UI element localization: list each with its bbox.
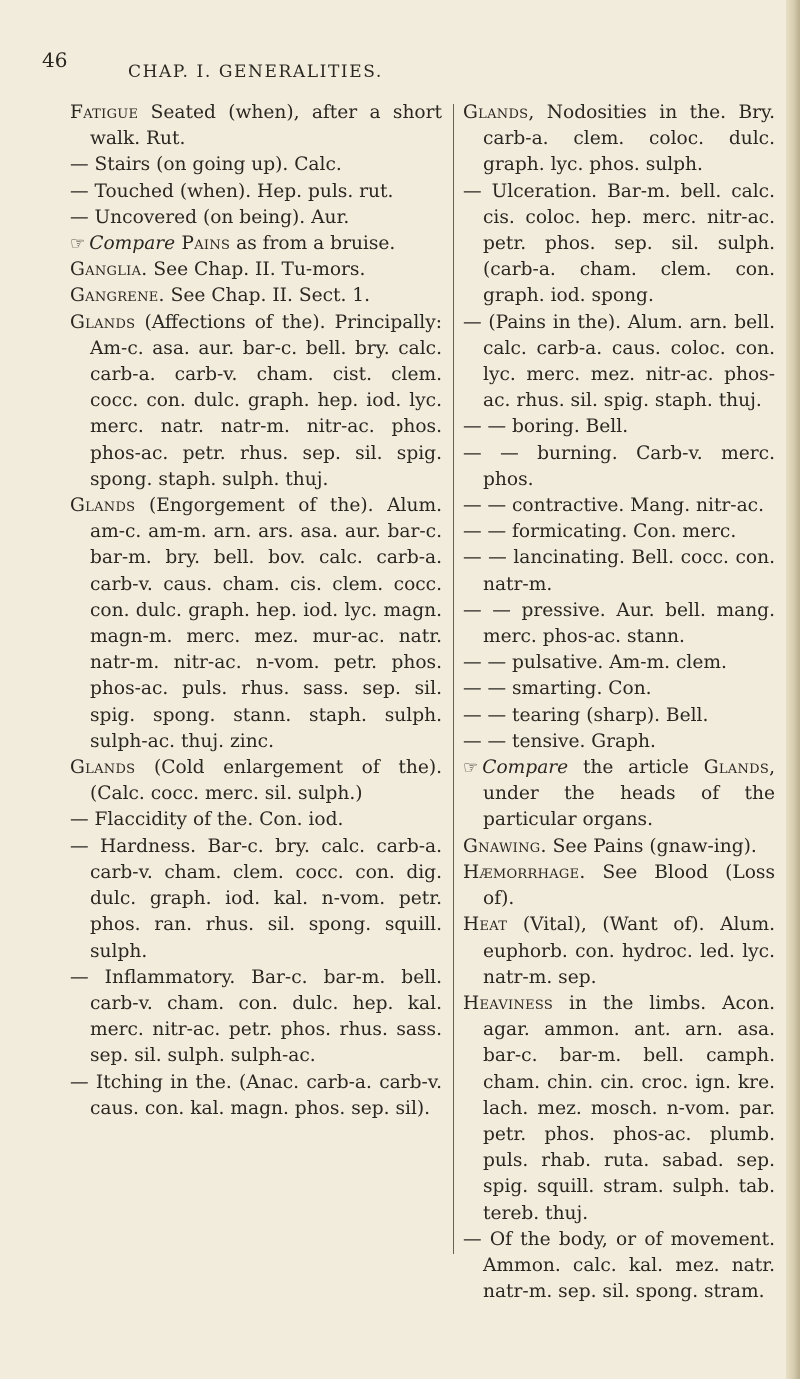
index-entry (70, 493, 442, 755)
pointing-hand-icon: ☞ (70, 234, 86, 255)
index-entry (463, 441, 775, 493)
index-entry (463, 310, 775, 415)
entry-text: — Hardness. Bar-c. bry. calc. carb-a. carb-v. cham. clem. cocc. con. dig. dulc. graph. iod. kal. n-vom. petr. phos. ran. rhus. sil. spong. squill. sulph. (70, 835, 442, 962)
entry-text: — (Pains in the). Alum. arn. bell. calc. carb-a. caus. coloc. con. lyc. merc. mez. nitr-ac. phos-ac. rhus. sil. spig. staph. thuj. (463, 311, 775, 412)
index-entry (463, 1227, 775, 1306)
index-entry (70, 205, 442, 231)
index-entry (463, 519, 775, 545)
index-entry (463, 598, 775, 650)
entry-text: — Flaccidity of the. Con. iod. (70, 809, 344, 831)
entry-text: — Of the body, or of movement. Ammon. calc. kal. mez. natr. natr-m. sep. sil. spong. stram. (463, 1228, 775, 1303)
index-entry (70, 100, 442, 152)
entry-term: Gnawing. (463, 835, 547, 857)
index-entry (463, 493, 775, 519)
entry-term: Pains (175, 233, 231, 255)
index-entry (70, 1070, 442, 1122)
entry-text: — Inflammatory. Bar-c. bar-m. bell. carb-v. cham. con. dulc. hep. kal. merc. nitr-ac. petr. phos. rhus. sass. sep. sil. sulph. sulph-ac. (70, 966, 442, 1067)
entry-text: See Blood (Loss of). (483, 861, 775, 910)
entry-text: See Pains (gnaw-ing). (546, 835, 757, 857)
column-divider (453, 104, 454, 1254)
running-head: CHAP. I. GENERALITIES. (128, 62, 383, 82)
index-entry (463, 676, 775, 702)
index-entry (463, 703, 775, 729)
left-column (70, 100, 442, 1122)
entry-text: Seated (when), after a short walk. Rut. (90, 102, 442, 150)
index-entry (70, 257, 442, 283)
entry-term: Glands (70, 311, 136, 333)
index-entry (463, 755, 775, 834)
entry-text: (Affections of the). Principally: Am-c. asa. aur. bar-c. bell. bry. calc. carb-a. carb-v. cham. cist. clem. cocc. con. dulc. graph. hep. iod. lyc. merc. natr. natr-m. nitr-ac. phos. phos-ac. petr. rhus. sep. sil. spig. spong. staph. sulph. thuj. (90, 311, 442, 490)
entry-term: Glands (70, 757, 136, 779)
entry-text: , under the heads of the particular organs. (483, 757, 775, 831)
entry-text: See Chap. II. Sect. 1. (164, 285, 371, 307)
entry-text: See Chap. II. Tu-mors. (147, 259, 366, 281)
entry-text: (Vital), (Want of). Alum. euphorb. con. hydroc. led. lyc. natr-m. sep. (483, 914, 775, 988)
entry-text: — — pulsative. Am-m. clem. (463, 652, 727, 674)
index-entry (463, 414, 775, 440)
entry-term: Glands (463, 102, 529, 123)
entry-text: (Engorgement of the). Alum. am-c. am-m. arn. ars. asa. aur. bar-c. bar-m. bry. bell. bov. calc. carb-a. carb-v. caus. cham. cis. clem. cocc. con. dulc. graph. hep. iod. lyc. magn. magn-m. merc. mez. mur-ac. natr. natr-m. nitr-ac. n-vom. petr. phos. phos-ac. puls. rhus. sass. sep. sil. spig. spong. stann. staph. sulph. sulph-ac. thuj. zinc. (90, 495, 442, 752)
index-entry (463, 912, 775, 991)
index-entry (70, 283, 442, 309)
entry-text: (Cold enlargement of the). (Calc. cocc. merc. sil. sulph.) (90, 757, 442, 805)
page-number: 46 (42, 48, 68, 72)
entry-text: — — pressive. Aur. bell. mang. merc. phos-ac. stann. (463, 599, 775, 648)
entry-text: the article (568, 757, 704, 779)
compare-label: Compare (482, 757, 569, 779)
index-entry (463, 545, 775, 597)
pointing-hand-icon: ☞ (463, 758, 479, 779)
entry-text: — Ulceration. Bar-m. bell. calc. cis. coloc. hep. merc. nitr-ac. petr. phos. sep. sil. sulph. (carb-a. cham. clem. con. graph. iod. spong. (463, 180, 775, 307)
index-entry (70, 834, 442, 965)
entry-text: , Nodosities in the. Bry. carb-a. clem. coloc. dulc. graph. lyc. phos. sulph. (483, 102, 775, 176)
entry-text: — Uncovered (on being). Aur. (70, 206, 350, 228)
entry-text: — — burning. Carb-v. merc. phos. (463, 442, 775, 490)
entry-term: Heaviness (463, 992, 554, 1014)
entry-term: Glands (703, 757, 770, 779)
entry-text: — — formicating. Con. merc. (463, 521, 737, 543)
compare-label: Compare (89, 233, 176, 255)
index-entry (70, 807, 442, 833)
entry-text: — — boring. Bell. (463, 416, 629, 438)
entry-term: Heat (463, 914, 508, 936)
entry-text: — Itching in the. (Anac. carb-a. carb-v. caus. con. kal. magn. phos. sep. sil). (70, 1071, 442, 1119)
index-entry (70, 152, 442, 178)
entry-text: — — contractive. Mang. nitr-ac. (463, 495, 764, 517)
index-entry (463, 991, 775, 1227)
entry-text: — Touched (when). Hep. puls. rut. (70, 180, 394, 202)
index-entry (463, 650, 775, 676)
entry-term: Hæmorrhage. (463, 861, 586, 883)
index-entry (463, 729, 775, 755)
index-entry (70, 755, 442, 807)
entry-term: Glands (70, 495, 136, 517)
index-entry (70, 231, 442, 257)
index-entry (463, 860, 775, 912)
entry-text: as from a bruise. (230, 233, 396, 255)
right-column (463, 100, 775, 1305)
entry-text: — — lancinating. Bell. cocc. con. natr-m. (463, 547, 775, 595)
entry-text: — Stairs (on going up). Calc. (70, 154, 342, 176)
entry-text: — — smarting. Con. (463, 678, 652, 700)
page-edge (786, 0, 800, 1379)
index-entry (70, 179, 442, 205)
entry-text: — — tearing (sharp). Bell. (463, 704, 709, 726)
index-entry (463, 179, 775, 310)
index-entry (70, 310, 442, 493)
page-header (0, 48, 786, 84)
entry-text: — — tensive. Graph. (463, 730, 656, 752)
entry-text: in the limbs. Acon. agar. ammon. ant. arn. asa. bar-c. bar-m. bell. camph. cham. chin. cin. croc. ign. kre. lach. mez. mosch. n-vom. par. petr. phos. phos-ac. plumb. puls. rhab. ruta. sabad. sep. spig. squill. stram. sulph. tab. tereb. thuj. (483, 992, 775, 1224)
entry-term: Fatigue (70, 102, 139, 123)
entry-term: Gangrene. (70, 285, 165, 307)
index-entry (70, 965, 442, 1070)
entry-term: Ganglia. (70, 259, 148, 281)
index-entry (463, 100, 775, 179)
index-entry (463, 834, 775, 860)
